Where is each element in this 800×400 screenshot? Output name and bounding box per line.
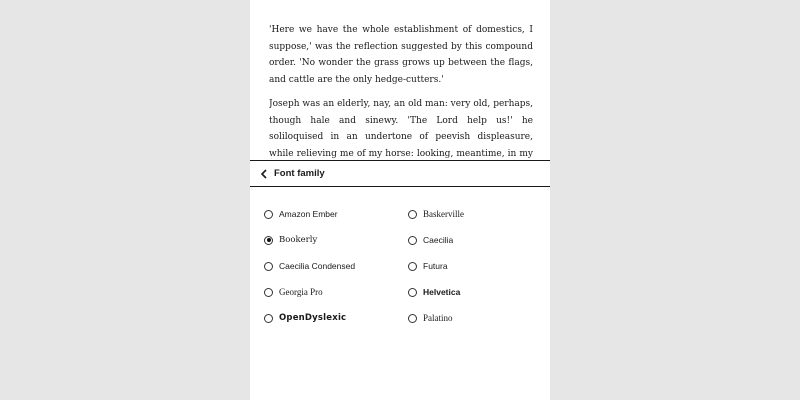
font-label: Bookerly	[279, 235, 318, 245]
font-option-helvetica[interactable]	[408, 279, 538, 305]
font-family-panel	[250, 160, 550, 400]
radio-button[interactable]	[264, 314, 273, 323]
chevron-left-icon	[258, 168, 270, 180]
font-option-opendyslexic[interactable]	[264, 305, 408, 331]
radio-button[interactable]	[264, 288, 273, 297]
font-option-amazon-ember[interactable]	[264, 201, 408, 227]
paragraph: 'Here we have the whole establishment of domestics, I suppose,' was the reflection suggested by this compound order. 'No wonder the grass grows up between the flags, and cattle are the only hedge-cutters.'	[269, 25, 533, 85]
back-button[interactable]	[258, 168, 274, 180]
font-label: Caecilia Condensed	[279, 261, 356, 271]
font-label: Georgia Pro	[279, 287, 323, 297]
font-label: Futura	[423, 261, 448, 271]
radio-button-selected[interactable]	[264, 236, 273, 245]
book-text	[269, 22, 533, 160]
reader-screen	[250, 0, 550, 400]
font-option-baskerville[interactable]	[408, 201, 538, 227]
radio-button[interactable]	[264, 262, 273, 271]
paragraph: Joseph was an elderly, nay, an old man: very old, perhaps, though hale and sinewy. 'The Lord help us!' he soliloquised in an undertone of peevish displeasure, while relieving me of my horse: looking, meantime, in my	[269, 99, 533, 159]
radio-button[interactable]	[264, 210, 273, 219]
font-option-caecilia-condensed[interactable]	[264, 253, 408, 279]
radio-button[interactable]	[408, 210, 417, 219]
radio-button[interactable]	[408, 262, 417, 271]
font-options-list	[264, 201, 538, 331]
font-option-bookerly[interactable]	[264, 227, 408, 253]
font-option-futura[interactable]	[408, 253, 538, 279]
font-option-caecilia[interactable]	[408, 227, 538, 253]
font-label: Palatino	[423, 313, 453, 323]
radio-button[interactable]	[408, 314, 417, 323]
font-label: OpenDyslexic	[279, 313, 347, 323]
font-option-georgia-pro[interactable]	[264, 279, 408, 305]
radio-button[interactable]	[408, 236, 417, 245]
font-option-palatino[interactable]	[408, 305, 538, 331]
radio-button[interactable]	[408, 288, 417, 297]
font-label: Helvetica	[423, 287, 461, 297]
font-label: Amazon Ember	[279, 209, 338, 219]
panel-header	[250, 161, 550, 187]
panel-title: Font family	[274, 168, 325, 179]
font-label: Caecilia	[423, 235, 454, 245]
font-label: Baskerville	[423, 209, 464, 219]
